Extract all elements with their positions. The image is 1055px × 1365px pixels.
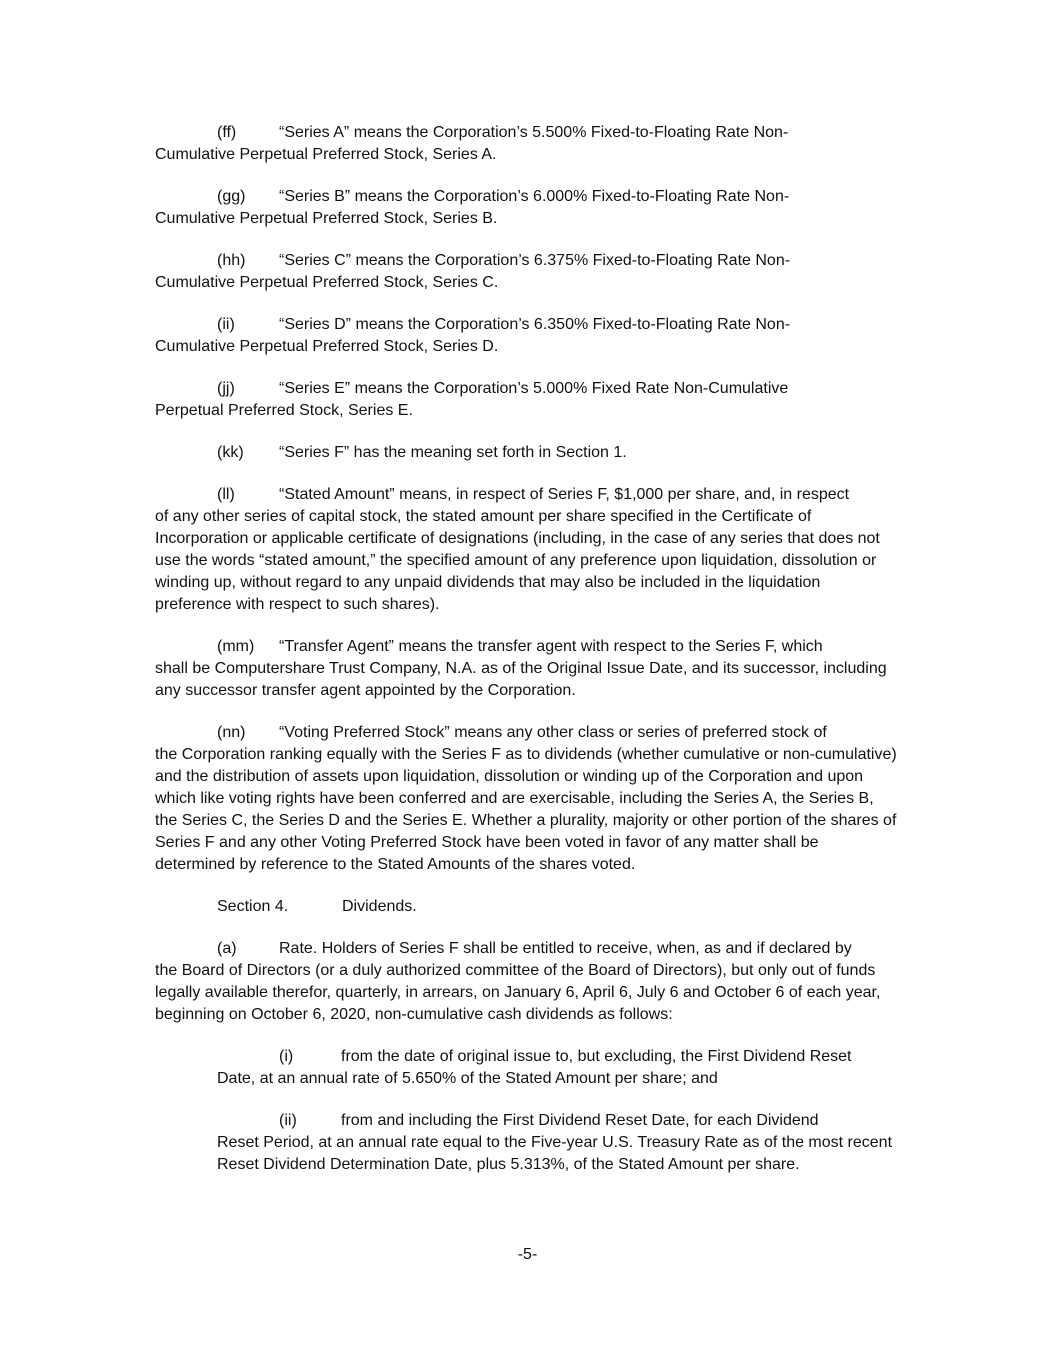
subitem-ii (217, 1110, 900, 1176)
definition-label: (gg) (217, 188, 246, 205)
definition-text: “Stated Amount” means, in respect of Series F, $1,000 per share, and, in respect (279, 486, 850, 503)
definition-first-line (155, 186, 900, 208)
definition-label: (ii) (217, 316, 235, 333)
definition-kk (155, 442, 900, 464)
definition-gg (155, 186, 900, 230)
rate-first-line (155, 938, 900, 960)
definition-text: “Series B” means the Corporation’s 6.000% Fixed-to-Floating Rate Non- (279, 188, 790, 205)
definition-continuation: Cumulative Perpetual Preferred Stock, Series D. (155, 338, 499, 355)
rate-text: Rate. Holders of Series F shall be entitled to receive, when, as and if declared by (279, 940, 852, 957)
definition-text: “Series A” means the Corporation’s 5.500% Fixed-to-Floating Rate Non- (279, 124, 789, 141)
subitem-text: from the date of original issue to, but excluding, the First Dividend Reset (341, 1048, 852, 1065)
subitem-text: from and including the First Dividend Reset Date, for each Dividend (341, 1112, 819, 1129)
subitem-i (217, 1046, 900, 1090)
definition-text: “Voting Preferred Stock” means any other class or series of preferred stock of (279, 724, 827, 741)
definition-mm (155, 636, 900, 702)
definition-continuation: Cumulative Perpetual Preferred Stock, Series B. (155, 210, 498, 227)
page-number: -5- (517, 1246, 538, 1263)
subitem-label: (ii) (279, 1112, 297, 1129)
definition-first-line (155, 378, 900, 400)
rate-paragraph (155, 938, 900, 1026)
definition-first-line (155, 122, 900, 144)
definition-first-line (155, 636, 900, 658)
definition-continuation: shall be Computershare Trust Company, N.A. as of the Original Issue Date, and its successor, including any successor transfer agent appointed by the Corporation. (155, 660, 887, 699)
definition-continuation: Cumulative Perpetual Preferred Stock, Series A. (155, 146, 497, 163)
definition-nn (155, 722, 900, 876)
definition-text: “Transfer Agent” means the transfer agent with respect to the Series F, which (279, 638, 823, 655)
subitem-continuation: Date, at an annual rate of 5.650% of the Stated Amount per share; and (217, 1070, 718, 1087)
definition-hh (155, 250, 900, 294)
definition-first-line (155, 314, 900, 336)
definition-first-line (155, 442, 900, 464)
definition-continuation: of any other series of capital stock, the stated amount per share specified in the Certificate of Incorporation or applicable certificate of designations (including, in the case of any series that does not use the words “stated amount,” the specified amount of any preference upon liquidation, dissolution or winding up, without regard to any unpaid dividends that may also be included in the liquidation preference with respect to such shares). (155, 508, 880, 613)
rate-continuation: the Board of Directors (or a duly authorized committee of the Board of Directors), but only out of funds legally available therefor, quarterly, in arrears, on January 6, April 6, July 6 and October 6 of each year, beginning on October 6, 2020, non-cumulative cash dividends as follows: (155, 962, 881, 1023)
section-heading (155, 896, 900, 918)
section-heading-line (155, 896, 900, 918)
subitem-first-line (217, 1110, 900, 1132)
definition-ff (155, 122, 900, 166)
definition-ii (155, 314, 900, 358)
rate-label: (a) (217, 940, 237, 957)
definition-continuation: Perpetual Preferred Stock, Series E. (155, 402, 413, 419)
definition-label: (jj) (217, 380, 235, 397)
definition-label: (hh) (217, 252, 246, 269)
definition-first-line (155, 722, 900, 744)
definition-ll (155, 484, 900, 616)
definition-continuation: the Corporation ranking equally with the Series F as to dividends (whether cumulative or non-cumulative) and the distribution of assets upon liquidation, dissolution or winding up of the Corporation and upon which like voting rights have been conferred and are exercisable, including the Series A, the Series B, the Series C, the Series D and the Series E. Whether a plurality, majority or other portion of the shares of Series F and any other Voting Preferred Stock have been voted in favor of any matter shall be determined by reference to the Stated Amounts of the shares voted. (155, 746, 897, 873)
definition-label: (mm) (217, 638, 255, 655)
section-title: Dividends. (342, 898, 417, 915)
document-body (155, 122, 900, 1196)
definition-first-line (155, 484, 900, 506)
definition-text: “Series F” has the meaning set forth in Section 1. (279, 444, 627, 461)
section-number: Section 4. (217, 898, 289, 915)
definition-text: “Series D” means the Corporation’s 6.350% Fixed-to-Floating Rate Non- (279, 316, 791, 333)
definition-label: (nn) (217, 724, 246, 741)
definition-label: (ff) (217, 124, 237, 141)
definition-label: (kk) (217, 444, 244, 461)
subitem-label: (i) (279, 1048, 294, 1065)
definition-text: “Series E” means the Corporation’s 5.000% Fixed Rate Non-Cumulative (279, 380, 789, 397)
definition-jj (155, 378, 900, 422)
definition-text: “Series C” means the Corporation’s 6.375% Fixed-to-Floating Rate Non- (279, 252, 791, 269)
definition-continuation: Cumulative Perpetual Preferred Stock, Series C. (155, 274, 499, 291)
subitem-continuation: Reset Period, at an annual rate equal to the Five-year U.S. Treasury Rate as of the most recent Reset Dividend Determination Date, plus 5.313%, of the Stated Amount per share. (217, 1134, 893, 1173)
definition-label: (ll) (217, 486, 235, 503)
subitem-first-line (217, 1046, 900, 1068)
definition-first-line (155, 250, 900, 272)
